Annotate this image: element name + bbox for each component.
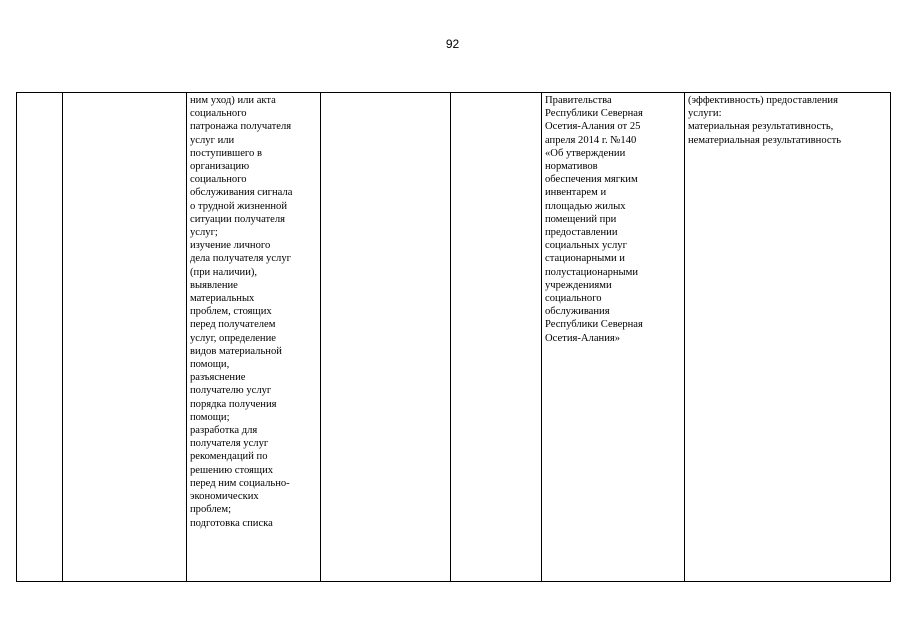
norms-line: обеспечения мягким [545, 174, 638, 186]
norms-line: социального [545, 293, 602, 305]
service-description-line: помощи, [190, 359, 230, 371]
service-description-line: получателю услуг [190, 385, 272, 397]
service-description-line: патронажа получателя [190, 121, 292, 133]
norms-line: апреля 2014 г. №140 [545, 134, 637, 146]
norms-line: обслуживания [545, 306, 610, 318]
service-description-line: организацию [190, 161, 250, 173]
norms-line: инвентарем и [545, 187, 607, 199]
indicators-text [688, 94, 887, 147]
table-cell-number [17, 93, 63, 582]
service-description-line: помощи; [190, 411, 230, 423]
indicators-line: материальная результативность, [688, 121, 834, 133]
indicators-line: нематериальная результативность [688, 134, 842, 146]
service-description-line: изучение личного [190, 240, 271, 252]
service-description-text [190, 94, 317, 530]
table-cell-terms [321, 93, 451, 582]
service-description-line: перед получателем [190, 319, 276, 331]
service-description-line: материальных [190, 293, 255, 305]
service-description-line: видов материальной [190, 345, 282, 357]
norms-line: Осетия-Алания от 25 [545, 121, 641, 133]
service-description-line: решению стоящих [190, 464, 274, 476]
table-cell-service-description [187, 93, 321, 582]
norms-line: предоставлении [545, 227, 618, 239]
service-description-line: ним уход) или акта [190, 95, 276, 106]
service-description-line: социального [190, 108, 247, 120]
service-description-line: перед ним социально- [190, 477, 290, 489]
page-number: 92 [445, 37, 460, 51]
service-description-line: дела получателя услуг [190, 253, 291, 265]
table-cell-indicators [685, 93, 891, 582]
indicators-line: (эффективность) предоставления [688, 95, 838, 106]
norms-line: Республики Северная [545, 108, 643, 120]
service-description-line: услуг; [190, 227, 218, 239]
norms-line: Правительства [545, 95, 612, 106]
norms-line: социальных услуг [545, 240, 627, 252]
service-description-line: разъяснение [190, 372, 246, 384]
service-description-line: о трудной жизненной [190, 200, 288, 212]
service-description-line: разработка для [190, 425, 258, 437]
service-description-line: (при наличии), [190, 266, 258, 278]
service-description-line: поступившего в [190, 147, 262, 159]
norms-line: Осетия-Алания» [545, 332, 621, 344]
norms-line: Республики Северная [545, 319, 643, 331]
service-description-line: экономических [190, 491, 259, 503]
service-description-line: услуг, определение [190, 332, 276, 344]
norms-line: «Об утверждении [545, 147, 626, 159]
service-description-line: обслуживания сигнала [190, 187, 293, 199]
indicators-line: услуги: [688, 108, 722, 120]
service-description-line: рекомендаций по [190, 451, 268, 463]
norms-line: стационарными и [545, 253, 625, 265]
table-cell-service-name [63, 93, 187, 582]
table-row [17, 93, 891, 582]
table-cell-norms [542, 93, 685, 582]
service-description-line: проблем; [190, 504, 232, 516]
table-cell-tariff [451, 93, 542, 582]
document-table [16, 92, 891, 582]
service-description-line: ситуации получателя [190, 213, 286, 225]
service-description-line: социального [190, 174, 247, 186]
service-description-line: подготовка списка [190, 517, 273, 529]
norms-line: полустационарными [545, 266, 639, 278]
norms-line: помещений при [545, 213, 617, 225]
service-description-line: проблем, стоящих [190, 306, 272, 318]
service-description-line: услуг или [190, 134, 235, 146]
norms-line: площадью жилых [545, 200, 626, 212]
service-description-line: получателя услуг [190, 438, 269, 450]
service-description-line: выявление [190, 279, 238, 291]
norms-text [545, 94, 681, 345]
norms-line: нормативов [545, 161, 598, 173]
service-description-line: порядка получения [190, 398, 277, 410]
norms-line: учреждениями [545, 279, 612, 291]
